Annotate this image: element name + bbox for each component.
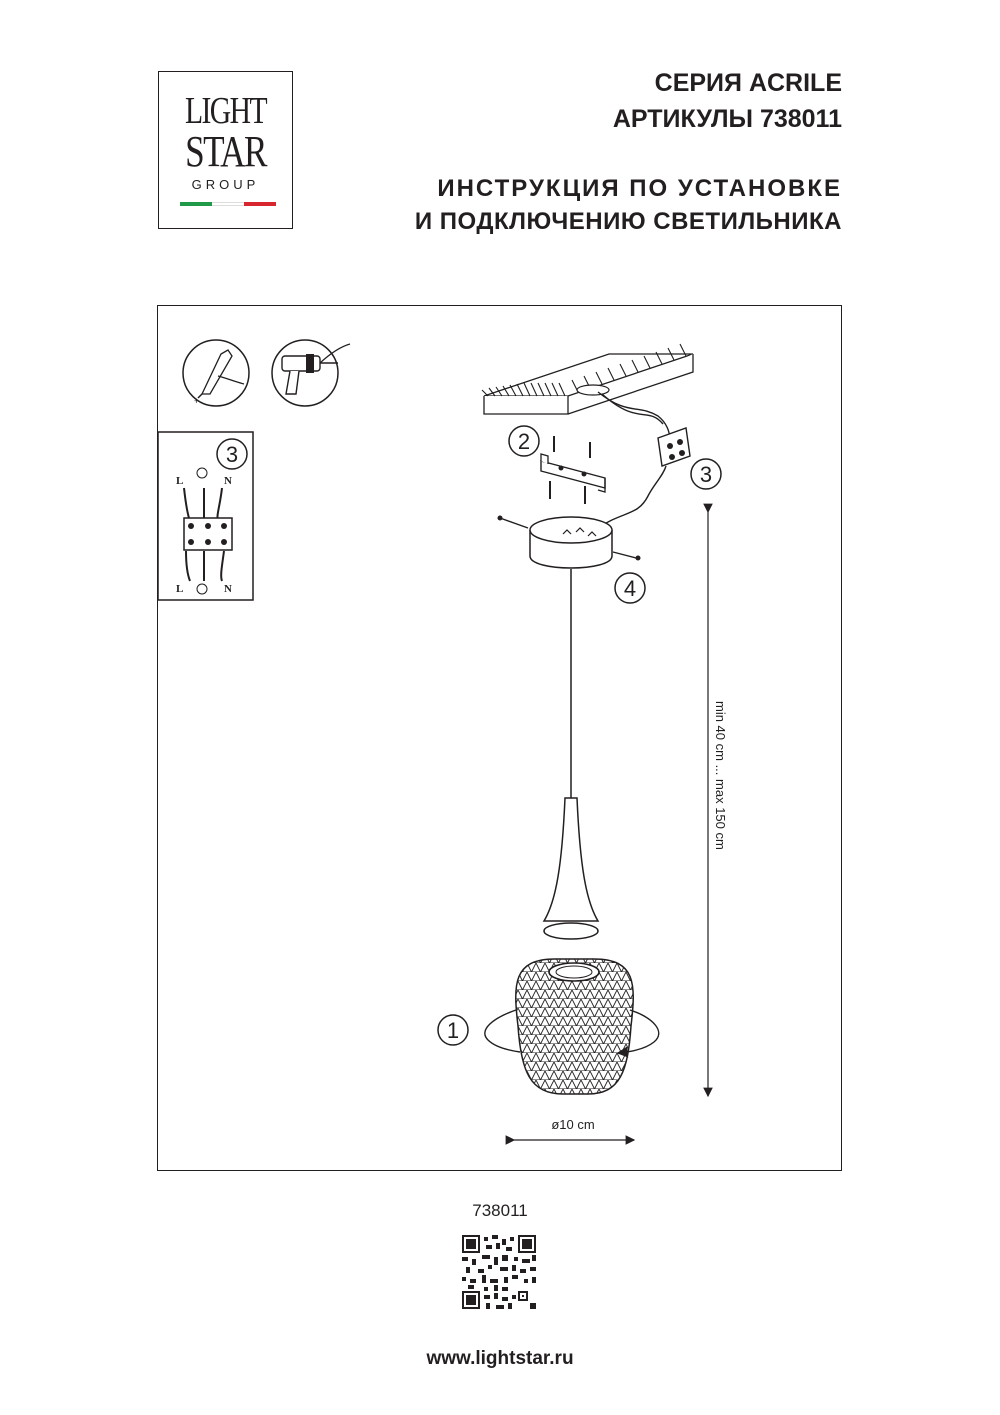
- wiring-label-n-top: N: [224, 475, 232, 487]
- wiring-label-l-bottom: L: [176, 583, 184, 595]
- cone-holder: [544, 798, 598, 939]
- screwdriver-tester-icon: [183, 340, 249, 406]
- step-marker-4: [615, 573, 645, 603]
- instruction-title-line1: ИНСТРУКЦИЯ ПО УСТАНОВКЕ: [437, 175, 842, 202]
- installation-diagram: [157, 305, 842, 1171]
- step-number-4: 4: [623, 576, 637, 601]
- step-number-3: 3: [699, 462, 713, 487]
- step-number-2: 2: [517, 429, 531, 454]
- svg-text:+: +: [194, 396, 200, 406]
- italian-flag-stripe: [180, 202, 276, 206]
- canopy: [498, 516, 641, 569]
- installation-drawing: [158, 306, 843, 1172]
- step-marker-1: [438, 1015, 468, 1045]
- logo-text-group: GROUP: [191, 177, 260, 192]
- mounting-bracket: [541, 436, 605, 504]
- logo-text-star: STAR: [185, 127, 266, 176]
- step-number-1: 1: [446, 1018, 460, 1043]
- drill-icon: [272, 340, 350, 406]
- height-dimension: [708, 512, 728, 1096]
- website-link[interactable]: www.lightstar.ru: [426, 1348, 574, 1369]
- instruction-title-line2: И ПОДКЛЮЧЕНИЮ СВЕТИЛЬНИКА: [414, 208, 842, 235]
- step-marker-3: [691, 459, 721, 489]
- height-label: min 40 cm ... max 150 cm: [713, 701, 728, 850]
- diameter-dimension: [514, 1117, 634, 1140]
- series-title: СЕРИЯ ACRILE: [654, 69, 842, 97]
- wiring-step-number: 3: [225, 442, 239, 467]
- article-numbers: АРТИКУЛЫ 738011: [612, 105, 842, 133]
- wiring-label-l-top: L: [176, 475, 184, 487]
- ceiling-plate: [482, 344, 693, 414]
- terminal-block: [658, 428, 690, 466]
- logo-text-light: LIGHT: [184, 90, 267, 132]
- brand-logo: [158, 71, 293, 229]
- wiring-label-n-bottom: N: [224, 583, 232, 595]
- wiring-inset: [158, 432, 253, 600]
- article-code: 738011: [472, 1201, 528, 1220]
- diameter-label: ø10 cm: [551, 1117, 595, 1132]
- lattice-shade: [513, 956, 638, 1098]
- qr-code[interactable]: [462, 1235, 536, 1309]
- step-marker-2: [509, 426, 539, 456]
